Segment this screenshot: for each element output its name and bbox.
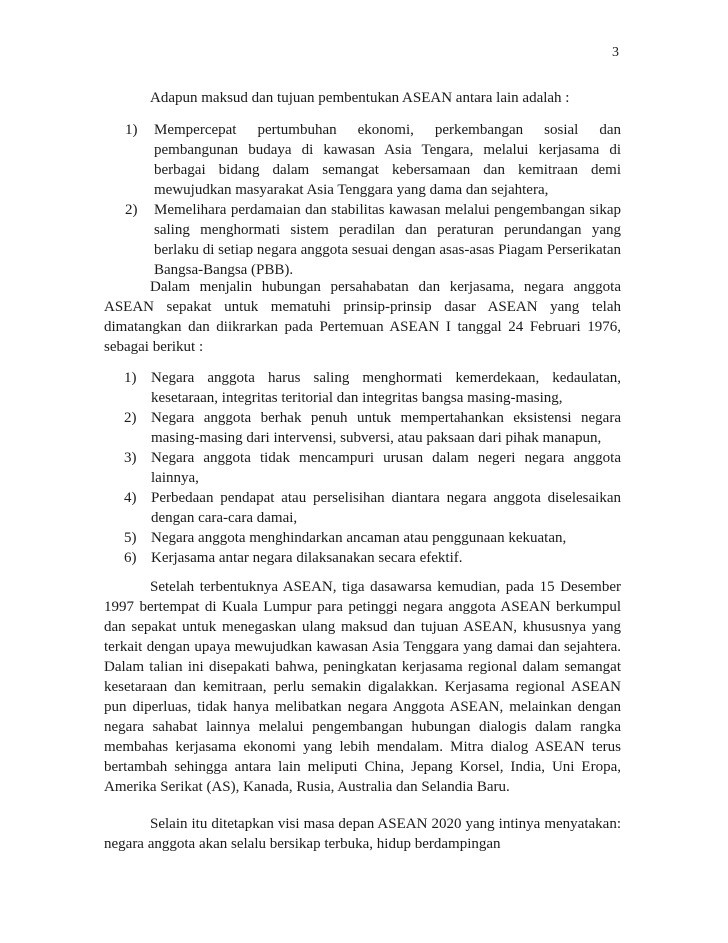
page-number: 3 [612, 45, 619, 60]
objectives-list [104, 120, 621, 280]
paragraph-post-formation [104, 577, 621, 797]
list-text: Negara anggota menghindarkan ancaman atau penggunaan kekuatan, [151, 530, 567, 546]
list-text: Negara anggota berhak penuh untuk mempertahankan eksistensi negara masing-masing dari intervensi, subversi, atau paksaan dari pihak manapun, [151, 410, 621, 446]
intro-sentence: Adapun maksud dan tujuan pembentukan ASEAN antara lain adalah : [150, 90, 570, 106]
list-item [104, 408, 621, 448]
list-text: Memelihara perdamaian dan stabilitas kawasan melalui pengembangan sikap saling menghormati sistem peradilan dan peraturan perundangan yang berlaku di setiap negara anggota sesuai dengan asas-asas Piagam Perserikatan Bangsa-Bangsa (PBB). [154, 202, 621, 278]
paragraph: Dalam menjalin hubungan persahabatan dan kerjasama, negara anggota ASEAN sepakat untuk mematuhi prinsip-prinsip dasar ASEAN yang telah dimatangkan dan diikrarkan pada Pertemuan ASEAN I tanggal 24 Februari 1976, sebagai berikut : [104, 279, 621, 355]
list-number: 1) [125, 122, 138, 138]
list-text: Negara anggota harus saling menghormati kemerdekaan, kedaulatan, kesetaraan, integritas teritorial dan integritas bangsa masing-masing, [151, 370, 621, 406]
list-number: 3) [124, 450, 137, 466]
paragraph: Selain itu ditetapkan visi masa depan ASEAN 2020 yang intinya menyatakan: negara anggota akan selalu bersikap terbuka, hidup berdampingan [104, 816, 621, 852]
list-item [104, 368, 621, 408]
list-number: 6) [124, 550, 137, 566]
list-text: Kerjasama antar negara dilaksanakan secara efektif. [151, 550, 463, 566]
list-text: Negara anggota tidak mencampuri urusan dalam negeri negara anggota lainnya, [151, 450, 621, 486]
list-item [104, 448, 621, 488]
list-item [104, 200, 621, 280]
list-item [104, 528, 621, 548]
list-number: 5) [124, 530, 137, 546]
list-item [104, 488, 621, 528]
list-text: Perbedaan pendapat atau perselisihan diantara negara anggota diselesaikan dengan cara-cara damai, [151, 490, 621, 526]
paragraph-principles-intro [104, 277, 621, 357]
principles-list [104, 368, 621, 568]
paragraph-vision-2020 [104, 814, 621, 854]
list-number: 2) [124, 410, 137, 426]
list-number: 1) [124, 370, 137, 386]
paragraph: Setelah terbentuknya ASEAN, tiga dasawarsa kemudian, pada 15 Desember 1997 bertempat di Kuala Lumpur para petinggi negara anggota ASEAN berkumpul dan sepakat untuk menegaskan ulang maksud dan tujuan ASEAN, khususnya yang terkait dengan upaya mewujudkan kawasan Asia Tenggara yang damai dan sejahtera. Dalam talian ini disepakati bahwa, peningkatan kerjasama regional dalam semangat kesetaraan dan kemitraan, perlu semakin digalakkan. Kerjasama regional ASEAN pun diperluas, tidak hanya melibatkan negara Anggota ASEAN, melainkan dengan negara sahabat lainnya melalui pengembangan hubungan dialogis dalam rangka membahas kerjasama ekonomi yang lebih mendalam. Mitra dialog ASEAN terus bertambah sehingga antara lain meliputi China, Jepang Korsel, India, Uni Eropa, Amerika Serikat (AS), Kanada, Rusia, Australia dan Selandia Baru. [104, 579, 621, 795]
list-item [104, 120, 621, 200]
list-item [104, 548, 621, 568]
list-number: 2) [125, 202, 138, 218]
list-text: Mempercepat pertumbuhan ekonomi, perkembangan sosial dan pembangunan budaya di kawasan Asia Tengara, melalui kerjasama di berbagai bidang dalam semangat kebersamaan dan kemitraan demi mewujudkan masyarakat Asia Tenggara yang dama dan sejahtera, [154, 122, 621, 198]
list-number: 4) [124, 490, 137, 506]
